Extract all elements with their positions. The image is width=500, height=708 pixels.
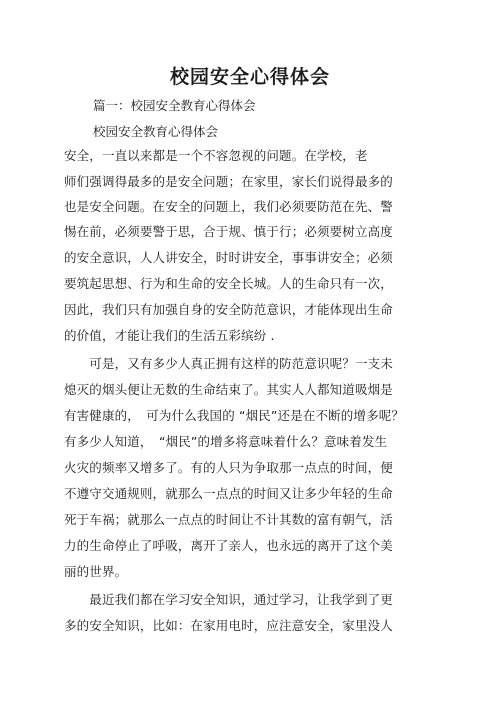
- body-line: 不遵守交通规则，就那么一点点的时间又让多少年轻的生命: [64, 486, 393, 501]
- body-line: 火灾的频率又增多了。有的人只为争取那一点点的时间，便: [64, 460, 393, 475]
- body-line: 因此，我们只有加强自身的安全防范意识，才能体现出生命: [64, 302, 393, 317]
- document-subtitle-1: 篇一：校园安全教育心得体会: [93, 98, 256, 113]
- body-line: 要筑起思想、行为和生命的安全长城。人的生命只有一次，: [64, 276, 393, 291]
- body-line: 丽的世界。: [64, 564, 128, 579]
- body-line: 死于车祸；就那么一点点的时间让不计其数的富有朝气，活: [64, 512, 393, 527]
- body-line: 安全，一直以来都是一个不容忽视的问题。在学校，老: [64, 148, 368, 163]
- body-line: 力的生命停止了呼吸，离开了亲人，也永远的离开了这个美: [64, 538, 393, 553]
- body-line: 多的安全知识，比如：在家用电时，应注意安全，家里没人: [64, 618, 393, 633]
- body-line: 师们强调得最多的是安全问题；在家里，家长们说得最多的: [64, 174, 393, 189]
- document-subtitle-2: 校园安全教育心得体会: [93, 124, 219, 139]
- body-line: 的价值，才能让我们的生活五彩缤纷 .: [64, 328, 275, 343]
- body-line: 熄灭的烟头便让无数的生命结束了。其实人人都知道吸烟是: [64, 382, 393, 397]
- body-line: 惕在前，必须要警于思，合于规、慎于行；必须要树立高度: [64, 224, 393, 239]
- body-line: 的安全意识，人人讲安全，时时讲安全，事事讲安全；必须: [64, 250, 393, 265]
- body-line: 最近我们都在学习安全知识，通过学习，让我学到了更: [64, 592, 393, 607]
- document-title: 校园安全心得体会: [169, 66, 330, 88]
- body-line: 也是安全问题。在安全的问题上，我们必须要防范在先、警: [64, 199, 393, 214]
- body-line: 可是，又有多少人真正拥有这样的防范意识呢？一支未: [64, 356, 393, 371]
- body-line: 有害健康的， 可为什么我国的 “烟民”还是在不断的增多呢？: [64, 408, 405, 423]
- body-line: 有多少人知道， “烟民”的增多将意味着什么？意味着发生: [64, 434, 388, 449]
